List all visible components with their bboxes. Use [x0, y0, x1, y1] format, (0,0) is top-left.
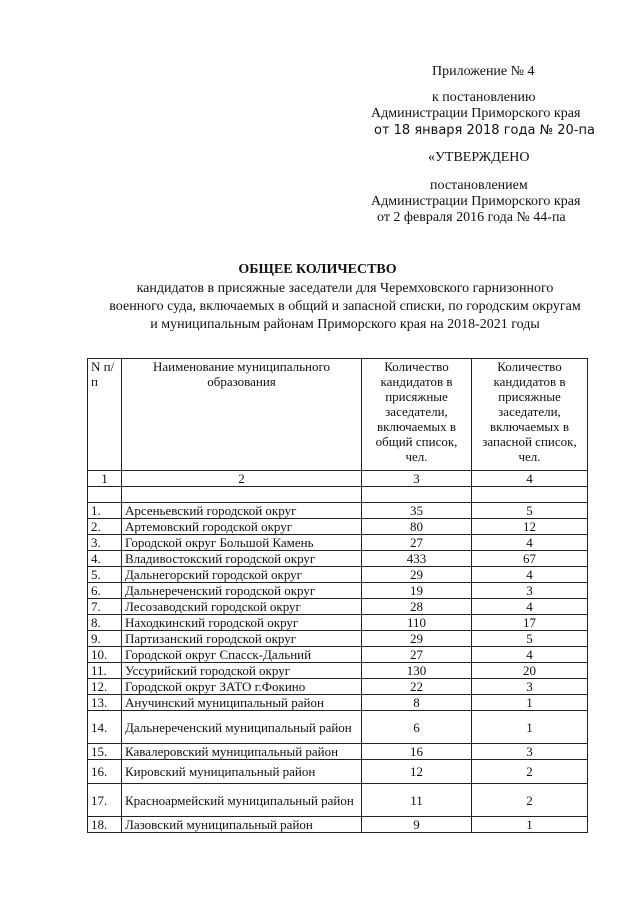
row-reserve-count: 4 [472, 567, 588, 583]
row-reserve-count: 67 [472, 551, 588, 567]
resolution-date-1: от 18 января 2018 года № 20-па [374, 123, 595, 138]
header-number: N п/п [88, 359, 122, 471]
row-general-count: 29 [362, 567, 472, 583]
row-name: Анучинский муниципальный район [122, 695, 362, 711]
table-row [88, 535, 588, 551]
document-subtitle [85, 280, 605, 334]
row-reserve-count: 1 [472, 695, 588, 711]
row-reserve-count: 4 [472, 535, 588, 551]
row-name: Дальнереченский городской округ [122, 583, 362, 599]
row-number: 14. [88, 711, 122, 744]
row-name: Арсеньевский городской округ [122, 503, 362, 519]
resolution-label: постановлением [430, 178, 528, 193]
row-general-count: 130 [362, 663, 472, 679]
row-reserve-count: 4 [472, 599, 588, 615]
row-general-count: 27 [362, 535, 472, 551]
row-name: Находкинский городской округ [122, 615, 362, 631]
document-title: ОБЩЕЕ КОЛИЧЕСТВО [238, 262, 397, 277]
table-row [88, 631, 588, 647]
row-number: 16. [88, 760, 122, 784]
row-general-count: 9 [362, 817, 472, 833]
row-name: Дальнегорский городской округ [122, 567, 362, 583]
header-name: Наименование муниципального образования [122, 359, 362, 471]
row-number: 4. [88, 551, 122, 567]
row-name: Артемовский городской округ [122, 519, 362, 535]
table-row [88, 503, 588, 519]
row-general-count: 29 [362, 631, 472, 647]
column-number: 1 [88, 471, 122, 487]
row-name: Кировский муниципальный район [122, 760, 362, 784]
row-reserve-count: 3 [472, 744, 588, 760]
row-number: 18. [88, 817, 122, 833]
row-number: 2. [88, 519, 122, 535]
row-general-count: 12 [362, 760, 472, 784]
row-number: 8. [88, 615, 122, 631]
row-general-count: 19 [362, 583, 472, 599]
row-general-count: 6 [362, 711, 472, 744]
table-spacer [88, 487, 588, 503]
table-row [88, 784, 588, 817]
column-number: 4 [472, 471, 588, 487]
row-general-count: 8 [362, 695, 472, 711]
row-number: 11. [88, 663, 122, 679]
row-name: Лесозаводский городской округ [122, 599, 362, 615]
row-name: Кавалеровский муниципальный район [122, 744, 362, 760]
row-number: 3. [88, 535, 122, 551]
row-name: Красноармейский муниципальный район [122, 784, 362, 817]
header-reserve: Количество кандидатов в присяжные заседатели, включаемых в запасной список, чел. [472, 359, 588, 471]
column-number: 2 [122, 471, 362, 487]
row-name: Партизанский городской округ [122, 631, 362, 647]
row-number: 6. [88, 583, 122, 599]
row-name: Городской округ ЗАТО г.Фокино [122, 679, 362, 695]
row-general-count: 80 [362, 519, 472, 535]
row-general-count: 28 [362, 599, 472, 615]
table-row [88, 760, 588, 784]
table-row [88, 663, 588, 679]
row-reserve-count: 5 [472, 631, 588, 647]
resolution-date-2: от 2 февраля 2016 года № 44-па [377, 210, 566, 225]
row-name: Владивостокский городской округ [122, 551, 362, 567]
row-general-count: 27 [362, 647, 472, 663]
table-row [88, 583, 588, 599]
row-reserve-count: 5 [472, 503, 588, 519]
table-row [88, 679, 588, 695]
row-reserve-count: 2 [472, 760, 588, 784]
table-row [88, 519, 588, 535]
row-reserve-count: 3 [472, 679, 588, 695]
table-row [88, 744, 588, 760]
row-number: 9. [88, 631, 122, 647]
approved-label: «УТВЕРЖДЕНО [428, 150, 530, 165]
header-general: Количество кандидатов в присяжные заседатели, включаемых в общий список, чел. [362, 359, 472, 471]
row-reserve-count: 3 [472, 583, 588, 599]
column-number: 3 [362, 471, 472, 487]
row-number: 5. [88, 567, 122, 583]
row-general-count: 110 [362, 615, 472, 631]
row-number: 13. [88, 695, 122, 711]
row-number: 15. [88, 744, 122, 760]
row-reserve-count: 20 [472, 663, 588, 679]
column-number-row [88, 471, 588, 487]
subtitle-line: военного суда, включаемых в общий и запасной списки, по городским округам [109, 299, 581, 314]
row-reserve-count: 12 [472, 519, 588, 535]
row-name: Городской округ Большой Камень [122, 535, 362, 551]
row-number: 10. [88, 647, 122, 663]
row-reserve-count: 17 [472, 615, 588, 631]
row-number: 12. [88, 679, 122, 695]
row-reserve-count: 2 [472, 784, 588, 817]
table-row [88, 711, 588, 744]
table-row [88, 599, 588, 615]
row-general-count: 22 [362, 679, 472, 695]
row-name: Дальнереченский муниципальный район [122, 711, 362, 744]
administration-label-1: Администрации Приморского края [371, 106, 581, 121]
row-general-count: 433 [362, 551, 472, 567]
row-general-count: 16 [362, 744, 472, 760]
table-header-row [88, 359, 588, 471]
appendix-label: Приложение № 4 [432, 64, 535, 79]
table-row [88, 567, 588, 583]
row-number: 17. [88, 784, 122, 817]
row-reserve-count: 1 [472, 711, 588, 744]
row-number: 1. [88, 503, 122, 519]
row-name: Лазовский муниципальный район [122, 817, 362, 833]
subtitle-line: кандидатов в присяжные заседатели для Черемховского гарнизонного [136, 281, 554, 296]
candidates-table [87, 358, 588, 833]
row-general-count: 35 [362, 503, 472, 519]
row-general-count: 11 [362, 784, 472, 817]
table-row [88, 817, 588, 833]
row-number: 7. [88, 599, 122, 615]
to-resolution-label: к постановлению [432, 90, 536, 105]
table-row [88, 551, 588, 567]
administration-label-2: Администрации Приморского края [371, 194, 581, 209]
subtitle-line: и муниципальным районам Приморского края на 2018-2021 годы [150, 317, 540, 332]
row-name: Городской округ Спасск-Дальний [122, 647, 362, 663]
row-reserve-count: 4 [472, 647, 588, 663]
table-row [88, 647, 588, 663]
row-reserve-count: 1 [472, 817, 588, 833]
table-row [88, 695, 588, 711]
row-name: Уссурийский городской округ [122, 663, 362, 679]
table-row [88, 615, 588, 631]
